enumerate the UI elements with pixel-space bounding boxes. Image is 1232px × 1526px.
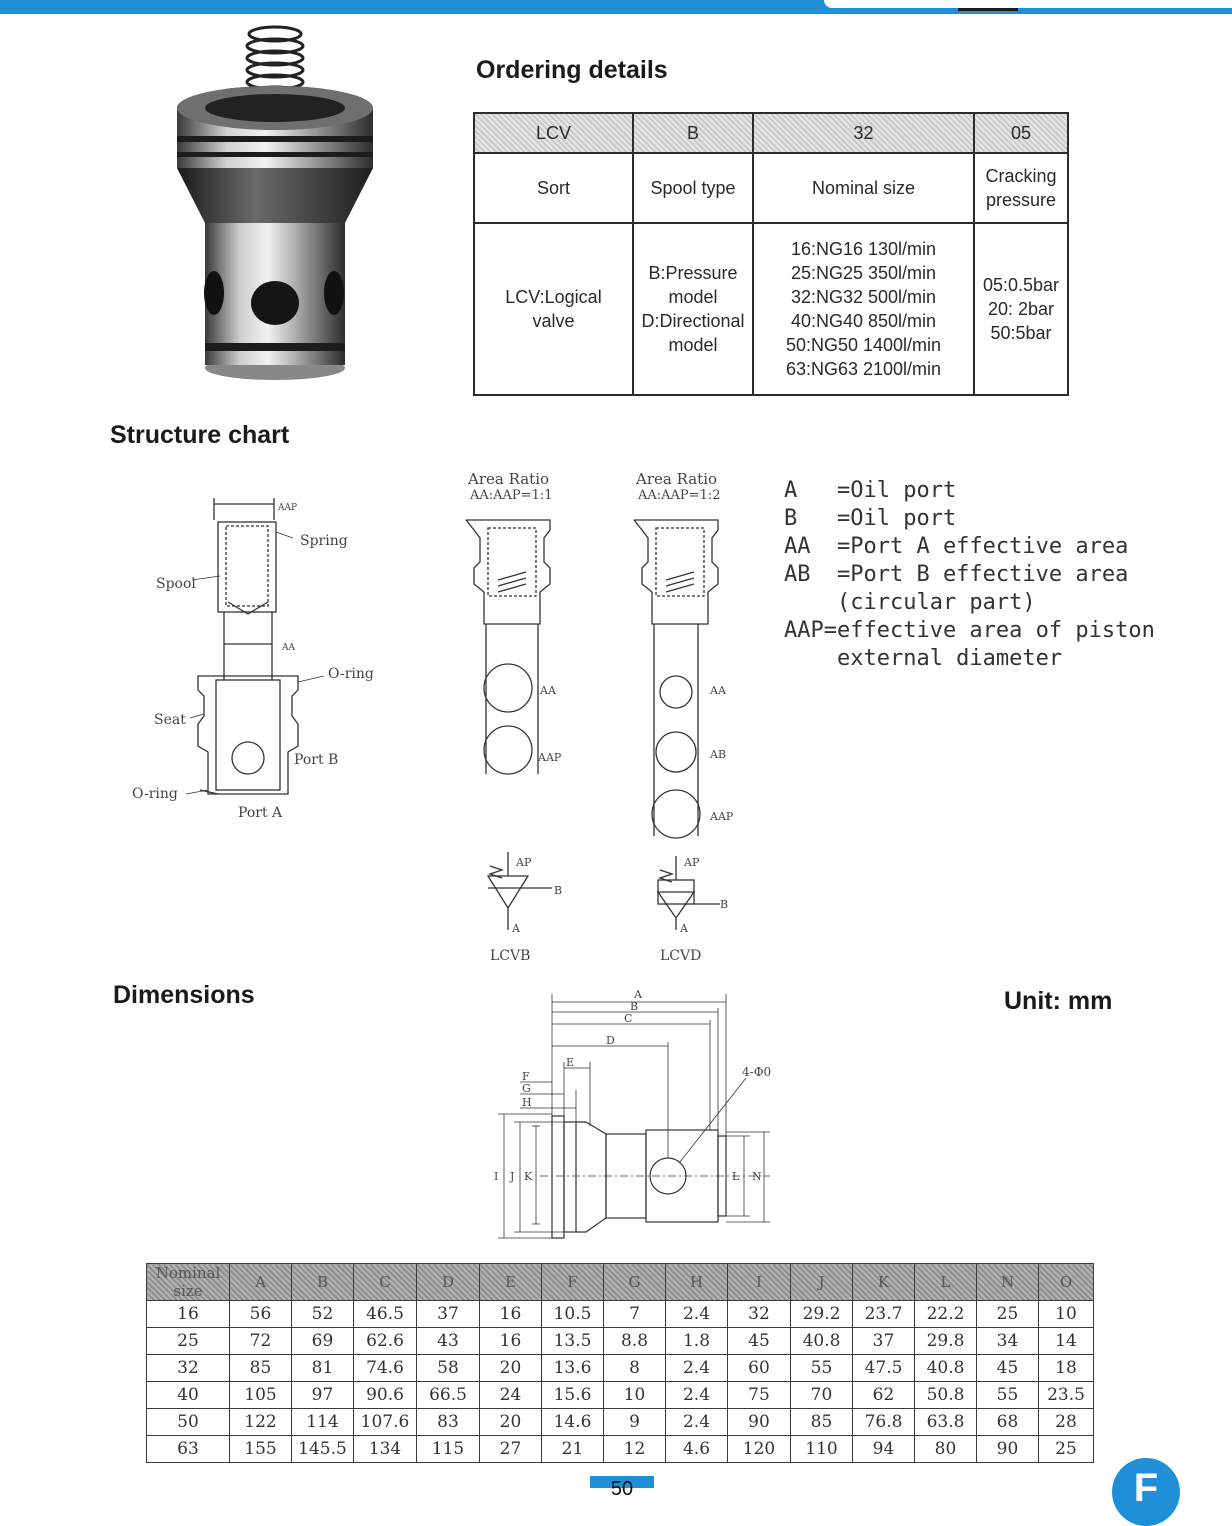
label-port-b: Port B: [294, 752, 339, 768]
table-cell: 97: [292, 1382, 354, 1409]
dim-label-g: G: [522, 1082, 531, 1095]
dims-header: G: [604, 1264, 666, 1301]
table-cell: 28: [1039, 1409, 1094, 1436]
table-cell: 63: [147, 1436, 230, 1463]
table-cell: 23.7: [853, 1301, 915, 1328]
structure-chart-heading: Structure chart: [110, 421, 290, 449]
dims-header: F: [542, 1264, 604, 1301]
dim-label-hole: 4-Φ0: [742, 1065, 772, 1079]
table-cell: 18: [1039, 1355, 1094, 1382]
ratio-2-label-ab: AB: [710, 748, 727, 761]
table-cell: 23.5: [1039, 1382, 1094, 1409]
table-cell: 37: [417, 1301, 480, 1328]
ratio-1-value: AA:AAP=1:1: [470, 488, 553, 503]
label-aa: AA: [282, 643, 295, 653]
table-cell: 110: [791, 1436, 853, 1463]
top-banner-notch: [824, 0, 1232, 8]
table-cell: 14.6: [542, 1409, 604, 1436]
ratio-2-title: Area Ratio: [636, 470, 718, 488]
code-cracking-pressure: 05: [974, 113, 1068, 153]
dims-header: K: [853, 1264, 915, 1301]
table-cell: 9: [604, 1409, 666, 1436]
table-cell: 45: [977, 1355, 1039, 1382]
dim-label-h: H: [522, 1096, 532, 1109]
table-cell: 21: [542, 1436, 604, 1463]
table-cell: 14: [1039, 1328, 1094, 1355]
table-cell: 85: [230, 1355, 292, 1382]
table-cell: 32: [147, 1355, 230, 1382]
table-cell: 40.8: [791, 1328, 853, 1355]
unit-label: Unit: mm: [1004, 987, 1113, 1015]
dims-header: Nominal size: [147, 1264, 230, 1301]
table-cell: 114: [292, 1409, 354, 1436]
table-cell: 13.6: [542, 1355, 604, 1382]
table-cell: 2.4: [666, 1382, 728, 1409]
table-cell: 10: [604, 1382, 666, 1409]
dims-header: O: [1039, 1264, 1094, 1301]
code-spool-type: B: [633, 113, 753, 153]
dims-header: N: [977, 1264, 1039, 1301]
ordering-code-row: [474, 113, 1068, 153]
table-cell: 80: [915, 1436, 977, 1463]
table-cell: 16: [147, 1301, 230, 1328]
ordering-header-row: [474, 153, 1068, 223]
dim-label-a: A: [634, 988, 642, 1001]
dim-label-e: E: [566, 1056, 575, 1069]
table-cell: 55: [977, 1382, 1039, 1409]
structure-cross-section: [128, 490, 398, 830]
label-aap: AAP: [278, 503, 298, 513]
table-cell: 29.2: [791, 1301, 853, 1328]
dimension-drawing: [480, 986, 790, 1246]
structure-legend: [784, 478, 1155, 674]
legend-line: A =Oil port: [784, 478, 957, 503]
table-cell: 4.6: [666, 1436, 728, 1463]
area-ratio-diagram-2: [608, 468, 758, 968]
ordering-details-heading: Ordering details: [476, 56, 668, 84]
table-cell: 29.8: [915, 1328, 977, 1355]
table-cell: 94: [853, 1436, 915, 1463]
lcvd-label-a: A: [680, 922, 688, 935]
dims-header: B: [292, 1264, 354, 1301]
table-cell: 55: [791, 1355, 853, 1382]
table-cell: 20: [480, 1409, 542, 1436]
table-cell: 46.5: [354, 1301, 417, 1328]
table-cell: 72: [230, 1328, 292, 1355]
table-cell: 66.5: [417, 1382, 480, 1409]
label-spring: Spring: [300, 533, 348, 549]
options-nominal-size: 16:NG16 130l/min 25:NG25 350l/min 32:NG32 500l/min 40:NG40 850l/min 50:NG50 1400l/min 63:NG63 2100l/min: [753, 223, 974, 395]
table-cell: 145.5: [292, 1436, 354, 1463]
table-cell: 83: [417, 1409, 480, 1436]
ordering-options-row: [474, 223, 1068, 395]
dim-label-c: C: [624, 1012, 633, 1025]
dims-header: A: [230, 1264, 292, 1301]
table-cell: 25: [977, 1301, 1039, 1328]
brand-logo-icon: [958, 0, 1018, 11]
legend-line: AAP=effective area of piston: [784, 618, 1155, 643]
table-cell: 32: [728, 1301, 791, 1328]
dim-label-j: J: [510, 1170, 515, 1183]
section-badge: F: [1112, 1458, 1180, 1526]
table-cell: 24: [480, 1382, 542, 1409]
table-cell: 63.8: [915, 1409, 977, 1436]
label-oring-top: O-ring: [328, 666, 374, 682]
dimensions-header-row: [147, 1264, 1094, 1301]
table-row: [147, 1328, 1094, 1355]
table-cell: 15.6: [542, 1382, 604, 1409]
legend-line: external diameter: [784, 646, 1063, 671]
legend-line: AB =Port B effective area: [784, 562, 1129, 587]
table-row: [147, 1355, 1094, 1382]
table-cell: 22.2: [915, 1301, 977, 1328]
table-cell: 81: [292, 1355, 354, 1382]
table-cell: 2.4: [666, 1355, 728, 1382]
table-cell: 68: [977, 1409, 1039, 1436]
label-port-a: Port A: [238, 805, 283, 821]
options-cracking-pressure: 05:0.5bar 20: 2bar 50:5bar: [974, 223, 1068, 395]
table-cell: 155: [230, 1436, 292, 1463]
code-sort: LCV: [474, 113, 633, 153]
table-cell: 134: [354, 1436, 417, 1463]
lcvb-name: LCVB: [490, 948, 531, 964]
table-cell: 10: [1039, 1301, 1094, 1328]
table-cell: 10.5: [542, 1301, 604, 1328]
table-cell: 62.6: [354, 1328, 417, 1355]
ordering-table: [473, 112, 1069, 396]
table-cell: 8: [604, 1355, 666, 1382]
dims-header: D: [417, 1264, 480, 1301]
legend-line: (circular part): [784, 590, 1036, 615]
options-sort: LCV:Logical valve: [474, 223, 633, 395]
table-cell: 25: [1039, 1436, 1094, 1463]
legend-line: B =Oil port: [784, 506, 957, 531]
table-cell: 105: [230, 1382, 292, 1409]
table-cell: 40.8: [915, 1355, 977, 1382]
table-cell: 50: [147, 1409, 230, 1436]
dimensions-table: [146, 1263, 1094, 1463]
dims-header: H: [666, 1264, 728, 1301]
dim-label-d: D: [606, 1034, 615, 1047]
area-ratio-diagram-1: [440, 468, 590, 968]
table-cell: 90.6: [354, 1382, 417, 1409]
ratio-2-label-aa: AA: [710, 684, 726, 697]
dimensions-heading: Dimensions: [113, 981, 255, 1009]
table-cell: 58: [417, 1355, 480, 1382]
options-spool-type: B:Pressure model D:Directional model: [633, 223, 753, 395]
table-cell: 69: [292, 1328, 354, 1355]
dims-header: C: [354, 1264, 417, 1301]
table-cell: 16: [480, 1301, 542, 1328]
header-spool-type: Spool type: [633, 153, 753, 223]
table-row: [147, 1301, 1094, 1328]
table-cell: 120: [728, 1436, 791, 1463]
lcvd-name: LCVD: [660, 948, 702, 964]
table-cell: 37: [853, 1328, 915, 1355]
table-cell: 76.8: [853, 1409, 915, 1436]
dim-label-b: B: [630, 1000, 639, 1013]
lcvb-label-a: A: [512, 922, 520, 935]
table-row: [147, 1382, 1094, 1409]
dim-label-f: F: [522, 1070, 530, 1083]
code-nominal-size: 32: [753, 113, 974, 153]
table-cell: 12: [604, 1436, 666, 1463]
table-cell: 43: [417, 1328, 480, 1355]
ratio-1-label-aap: AAP: [538, 751, 562, 764]
table-cell: 115: [417, 1436, 480, 1463]
dims-header: L: [915, 1264, 977, 1301]
table-cell: 20: [480, 1355, 542, 1382]
dim-label-i: I: [494, 1170, 499, 1183]
header-nominal-size: Nominal size: [753, 153, 974, 223]
dim-label-l: L: [732, 1170, 740, 1183]
lcvd-label-b: B: [720, 898, 729, 911]
table-row: [147, 1436, 1094, 1463]
label-spool: Spool: [156, 576, 196, 592]
ratio-1-label-aa: AA: [540, 684, 556, 697]
table-cell: 85: [791, 1409, 853, 1436]
lcvb-label-ap: AP: [516, 856, 532, 869]
table-cell: 45: [728, 1328, 791, 1355]
table-cell: 62: [853, 1382, 915, 1409]
table-cell: 107.6: [354, 1409, 417, 1436]
table-cell: 50.8: [915, 1382, 977, 1409]
lcvd-label-ap: AP: [684, 856, 700, 869]
table-cell: 13.5: [542, 1328, 604, 1355]
ratio-2-label-aap: AAP: [710, 810, 734, 823]
table-cell: 75: [728, 1382, 791, 1409]
table-cell: 8.8: [604, 1328, 666, 1355]
table-row: [147, 1409, 1094, 1436]
table-cell: 34: [977, 1328, 1039, 1355]
table-cell: 60: [728, 1355, 791, 1382]
table-cell: 40: [147, 1382, 230, 1409]
table-cell: 56: [230, 1301, 292, 1328]
dims-header: J: [791, 1264, 853, 1301]
table-cell: 47.5: [853, 1355, 915, 1382]
legend-line: AA =Port A effective area: [784, 534, 1129, 559]
table-cell: 1.8: [666, 1328, 728, 1355]
ratio-2-value: AA:AAP=1:2: [638, 488, 721, 503]
table-cell: 25: [147, 1328, 230, 1355]
label-seat: Seat: [154, 712, 186, 728]
table-cell: 2.4: [666, 1301, 728, 1328]
label-oring-bottom: O-ring: [132, 786, 178, 802]
table-cell: 52: [292, 1301, 354, 1328]
table-cell: 16: [480, 1328, 542, 1355]
valve-photo: [170, 18, 390, 386]
table-cell: 2.4: [666, 1409, 728, 1436]
table-cell: 122: [230, 1409, 292, 1436]
header-sort: Sort: [474, 153, 633, 223]
table-cell: 90: [728, 1409, 791, 1436]
lcvb-label-b: B: [554, 884, 563, 897]
dims-header: E: [480, 1264, 542, 1301]
page-number: 50: [590, 1476, 654, 1488]
ratio-1-title: Area Ratio: [468, 470, 550, 488]
dim-label-n: N: [752, 1170, 762, 1183]
table-cell: 27: [480, 1436, 542, 1463]
table-cell: 90: [977, 1436, 1039, 1463]
header-cracking-pressure: Cracking pressure: [974, 153, 1068, 223]
dims-header: I: [728, 1264, 791, 1301]
dim-label-k: K: [524, 1170, 533, 1183]
table-cell: 7: [604, 1301, 666, 1328]
table-cell: 74.6: [354, 1355, 417, 1382]
table-cell: 70: [791, 1382, 853, 1409]
